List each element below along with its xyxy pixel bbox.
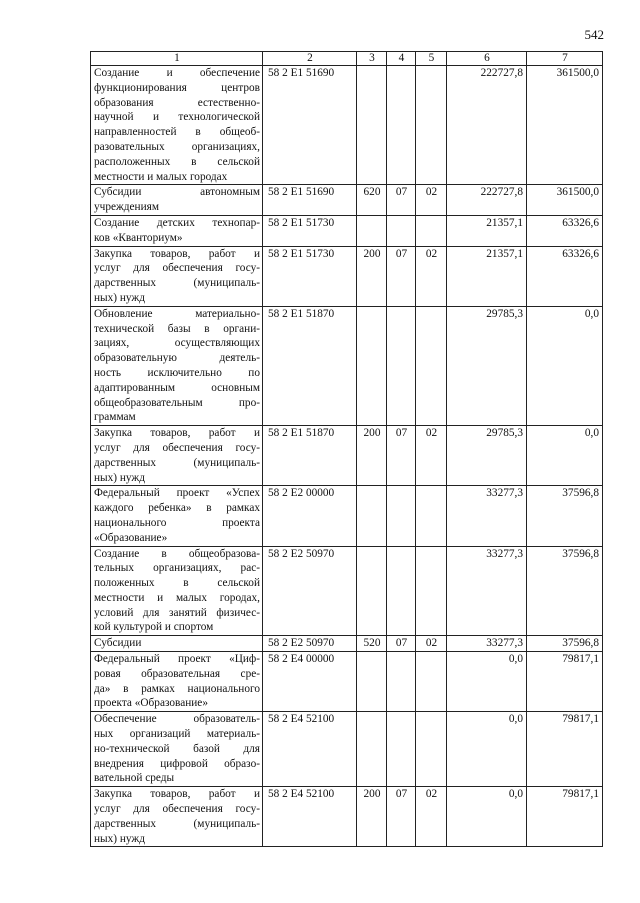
- description-line: кой культурой и спортом: [94, 621, 214, 634]
- description-line: вательной среды: [94, 772, 175, 785]
- description-line: услуг для обеспечения госу-: [94, 803, 260, 816]
- amount-column-7: 79817,1: [527, 787, 603, 847]
- table-row: [91, 636, 603, 652]
- description-line: образования естественно-: [94, 96, 260, 109]
- expense-type-code: [357, 215, 387, 246]
- description-line: национального проекта: [94, 516, 260, 529]
- description-line: ровая образовательная сре-: [94, 667, 260, 680]
- amount-column-7: 79817,1: [527, 712, 603, 787]
- description-line: ков «Кванториум»: [94, 231, 183, 244]
- subsection-code: [416, 215, 447, 246]
- table-row: [91, 66, 603, 185]
- description-line: функционирования центров: [94, 81, 260, 94]
- section-code: [387, 652, 416, 712]
- target-article-code: 58 2 E1 51730: [263, 215, 357, 246]
- subsection-code: 02: [416, 246, 447, 306]
- amount-column-7: 63326,6: [527, 246, 603, 306]
- description-line: общеобразовательным про-: [94, 396, 260, 409]
- description-line: Закупка товаров, работ и: [94, 788, 260, 801]
- subsection-code: 02: [416, 426, 447, 486]
- column-header: 7: [527, 52, 603, 66]
- description-line: ность исключительно по: [94, 366, 260, 379]
- description-line: Создание и обеспечение: [94, 67, 260, 79]
- amount-column-6: 33277,3: [447, 636, 527, 652]
- row-description: [91, 652, 263, 712]
- target-article-code: 58 2 E2 00000: [263, 486, 357, 546]
- section-code: [387, 712, 416, 787]
- page-number: 542: [584, 27, 604, 42]
- row-description: [91, 246, 263, 306]
- description-line: каждого ребенка» в рамках: [94, 502, 260, 515]
- description-line: технической базы в органи-: [94, 322, 260, 335]
- target-article-code: 58 2 E2 50970: [263, 636, 357, 652]
- column-number-row: [91, 52, 603, 66]
- description-line: зациях, осуществляющих: [94, 337, 260, 350]
- subsection-code: 02: [416, 185, 447, 216]
- description-line: услуг для обеспечения госу-: [94, 441, 260, 454]
- description-line: условий для занятий физичес-: [94, 606, 260, 619]
- amount-column-6: 21357,1: [447, 215, 527, 246]
- column-header: 6: [447, 52, 527, 66]
- amount-column-6: 33277,3: [447, 546, 527, 636]
- row-description: [91, 215, 263, 246]
- budget-table: [90, 51, 603, 847]
- expense-type-code: [357, 712, 387, 787]
- table-row: [91, 486, 603, 546]
- description-line: дарственных (муниципаль-: [94, 277, 260, 290]
- table-row: [91, 652, 603, 712]
- expense-type-code: [357, 546, 387, 636]
- description-line: Федеральный проект «Циф-: [94, 653, 260, 666]
- expense-type-code: 200: [357, 246, 387, 306]
- row-description: [91, 787, 263, 847]
- subsection-code: [416, 546, 447, 636]
- expense-type-code: 520: [357, 636, 387, 652]
- amount-column-7: 0,0: [527, 426, 603, 486]
- description-line: Субсидии: [94, 637, 142, 650]
- table-row: [91, 546, 603, 636]
- section-code: [387, 486, 416, 546]
- row-description: [91, 426, 263, 486]
- expense-type-code: [357, 486, 387, 546]
- row-description: [91, 66, 263, 185]
- table-row: [91, 215, 603, 246]
- row-description: [91, 546, 263, 636]
- description-line: учреждениям: [94, 201, 159, 214]
- description-line: но-технической базой для: [94, 742, 260, 755]
- description-line: местности и малых городах: [94, 170, 228, 183]
- subsection-code: [416, 712, 447, 787]
- table-row: [91, 426, 603, 486]
- description-line: Закупка товаров, работ и: [94, 427, 260, 440]
- amount-column-6: 0,0: [447, 712, 527, 787]
- description-line: да» в рамках национального: [94, 682, 260, 695]
- description-line: местности и малых городах,: [94, 591, 260, 604]
- table-row: [91, 185, 603, 216]
- description-line: направленностей в общеоб-: [94, 126, 260, 139]
- target-article-code: 58 2 E1 51870: [263, 426, 357, 486]
- description-line: Закупка товаров, работ и: [94, 247, 260, 260]
- subsection-code: 02: [416, 787, 447, 847]
- description-line: разовательных организациях,: [94, 140, 260, 153]
- amount-column-6: 29785,3: [447, 426, 527, 486]
- column-header: 4: [387, 52, 416, 66]
- description-line: услуг для обеспечения госу-: [94, 262, 260, 275]
- expense-type-code: [357, 306, 387, 425]
- amount-column-7: 79817,1: [527, 652, 603, 712]
- description-line: граммам: [94, 411, 136, 424]
- target-article-code: 58 2 E4 52100: [263, 787, 357, 847]
- description-line: адаптированным основным: [94, 381, 260, 394]
- amount-column-6: 222727,8: [447, 185, 527, 216]
- amount-column-7: 361500,0: [527, 185, 603, 216]
- description-line: положенных в сельской: [94, 577, 260, 590]
- expense-type-code: 620: [357, 185, 387, 216]
- amount-column-7: 37596,8: [527, 486, 603, 546]
- amount-column-7: 37596,8: [527, 546, 603, 636]
- table-row: [91, 246, 603, 306]
- row-description: [91, 306, 263, 425]
- expense-type-code: 200: [357, 787, 387, 847]
- amount-column-6: 0,0: [447, 652, 527, 712]
- section-code: 07: [387, 426, 416, 486]
- amount-column-7: 0,0: [527, 306, 603, 425]
- expense-type-code: 200: [357, 426, 387, 486]
- section-code: [387, 546, 416, 636]
- subsection-code: [416, 652, 447, 712]
- target-article-code: 58 2 E1 51690: [263, 185, 357, 216]
- target-article-code: 58 2 E1 51730: [263, 246, 357, 306]
- table-row: [91, 787, 603, 847]
- amount-column-6: 222727,8: [447, 66, 527, 185]
- description-line: расположенных в сельской: [94, 155, 260, 168]
- target-article-code: 58 2 E4 00000: [263, 652, 357, 712]
- column-header: 3: [357, 52, 387, 66]
- subsection-code: [416, 66, 447, 185]
- target-article-code: 58 2 E1 51690: [263, 66, 357, 185]
- amount-column-6: 29785,3: [447, 306, 527, 425]
- target-article-code: 58 2 E1 51870: [263, 306, 357, 425]
- row-description: [91, 712, 263, 787]
- column-header: 2: [263, 52, 357, 66]
- table-row: [91, 712, 603, 787]
- description-line: ных) нужд: [94, 832, 145, 845]
- target-article-code: 58 2 E2 50970: [263, 546, 357, 636]
- section-code: 07: [387, 636, 416, 652]
- description-line: ных) нужд: [94, 291, 145, 304]
- amount-column-6: 0,0: [447, 787, 527, 847]
- section-code: [387, 306, 416, 425]
- description-line: образовательную деятель-: [94, 352, 260, 365]
- row-description: [91, 486, 263, 546]
- section-code: 07: [387, 246, 416, 306]
- subsection-code: 02: [416, 636, 447, 652]
- amount-column-6: 33277,3: [447, 486, 527, 546]
- description-line: тельных организациях, рас-: [94, 562, 260, 575]
- amount-column-7: 37596,8: [527, 636, 603, 652]
- section-code: 07: [387, 787, 416, 847]
- section-code: 07: [387, 185, 416, 216]
- description-line: проекта «Образование»: [94, 697, 208, 710]
- description-line: ных организаций материаль-: [94, 728, 260, 741]
- row-description: [91, 636, 263, 652]
- description-line: Обеспечение образователь-: [94, 713, 260, 726]
- description-line: Создание в общеобразова-: [94, 547, 260, 560]
- target-article-code: 58 2 E4 52100: [263, 712, 357, 787]
- table-row: [91, 306, 603, 425]
- expense-type-code: [357, 652, 387, 712]
- description-line: Создание детских технопар-: [94, 216, 260, 229]
- column-header: 1: [91, 52, 263, 66]
- section-code: [387, 215, 416, 246]
- expense-type-code: [357, 66, 387, 185]
- amount-column-6: 21357,1: [447, 246, 527, 306]
- description-line: дарственных (муниципаль-: [94, 456, 260, 469]
- description-line: Федеральный проект «Успех: [94, 487, 260, 500]
- subsection-code: [416, 486, 447, 546]
- amount-column-7: 63326,6: [527, 215, 603, 246]
- description-line: внедрения цифровой образо-: [94, 757, 260, 770]
- description-line: «Образование»: [94, 531, 168, 544]
- description-line: ных) нужд: [94, 471, 145, 484]
- row-description: [91, 185, 263, 216]
- description-line: Субсидии автономным: [94, 186, 260, 199]
- description-line: научной и технологической: [94, 111, 260, 124]
- description-line: дарственных (муниципаль-: [94, 817, 260, 830]
- amount-column-7: 361500,0: [527, 66, 603, 185]
- section-code: [387, 66, 416, 185]
- column-header: 5: [416, 52, 447, 66]
- subsection-code: [416, 306, 447, 425]
- description-line: Обновление материально-: [94, 307, 260, 320]
